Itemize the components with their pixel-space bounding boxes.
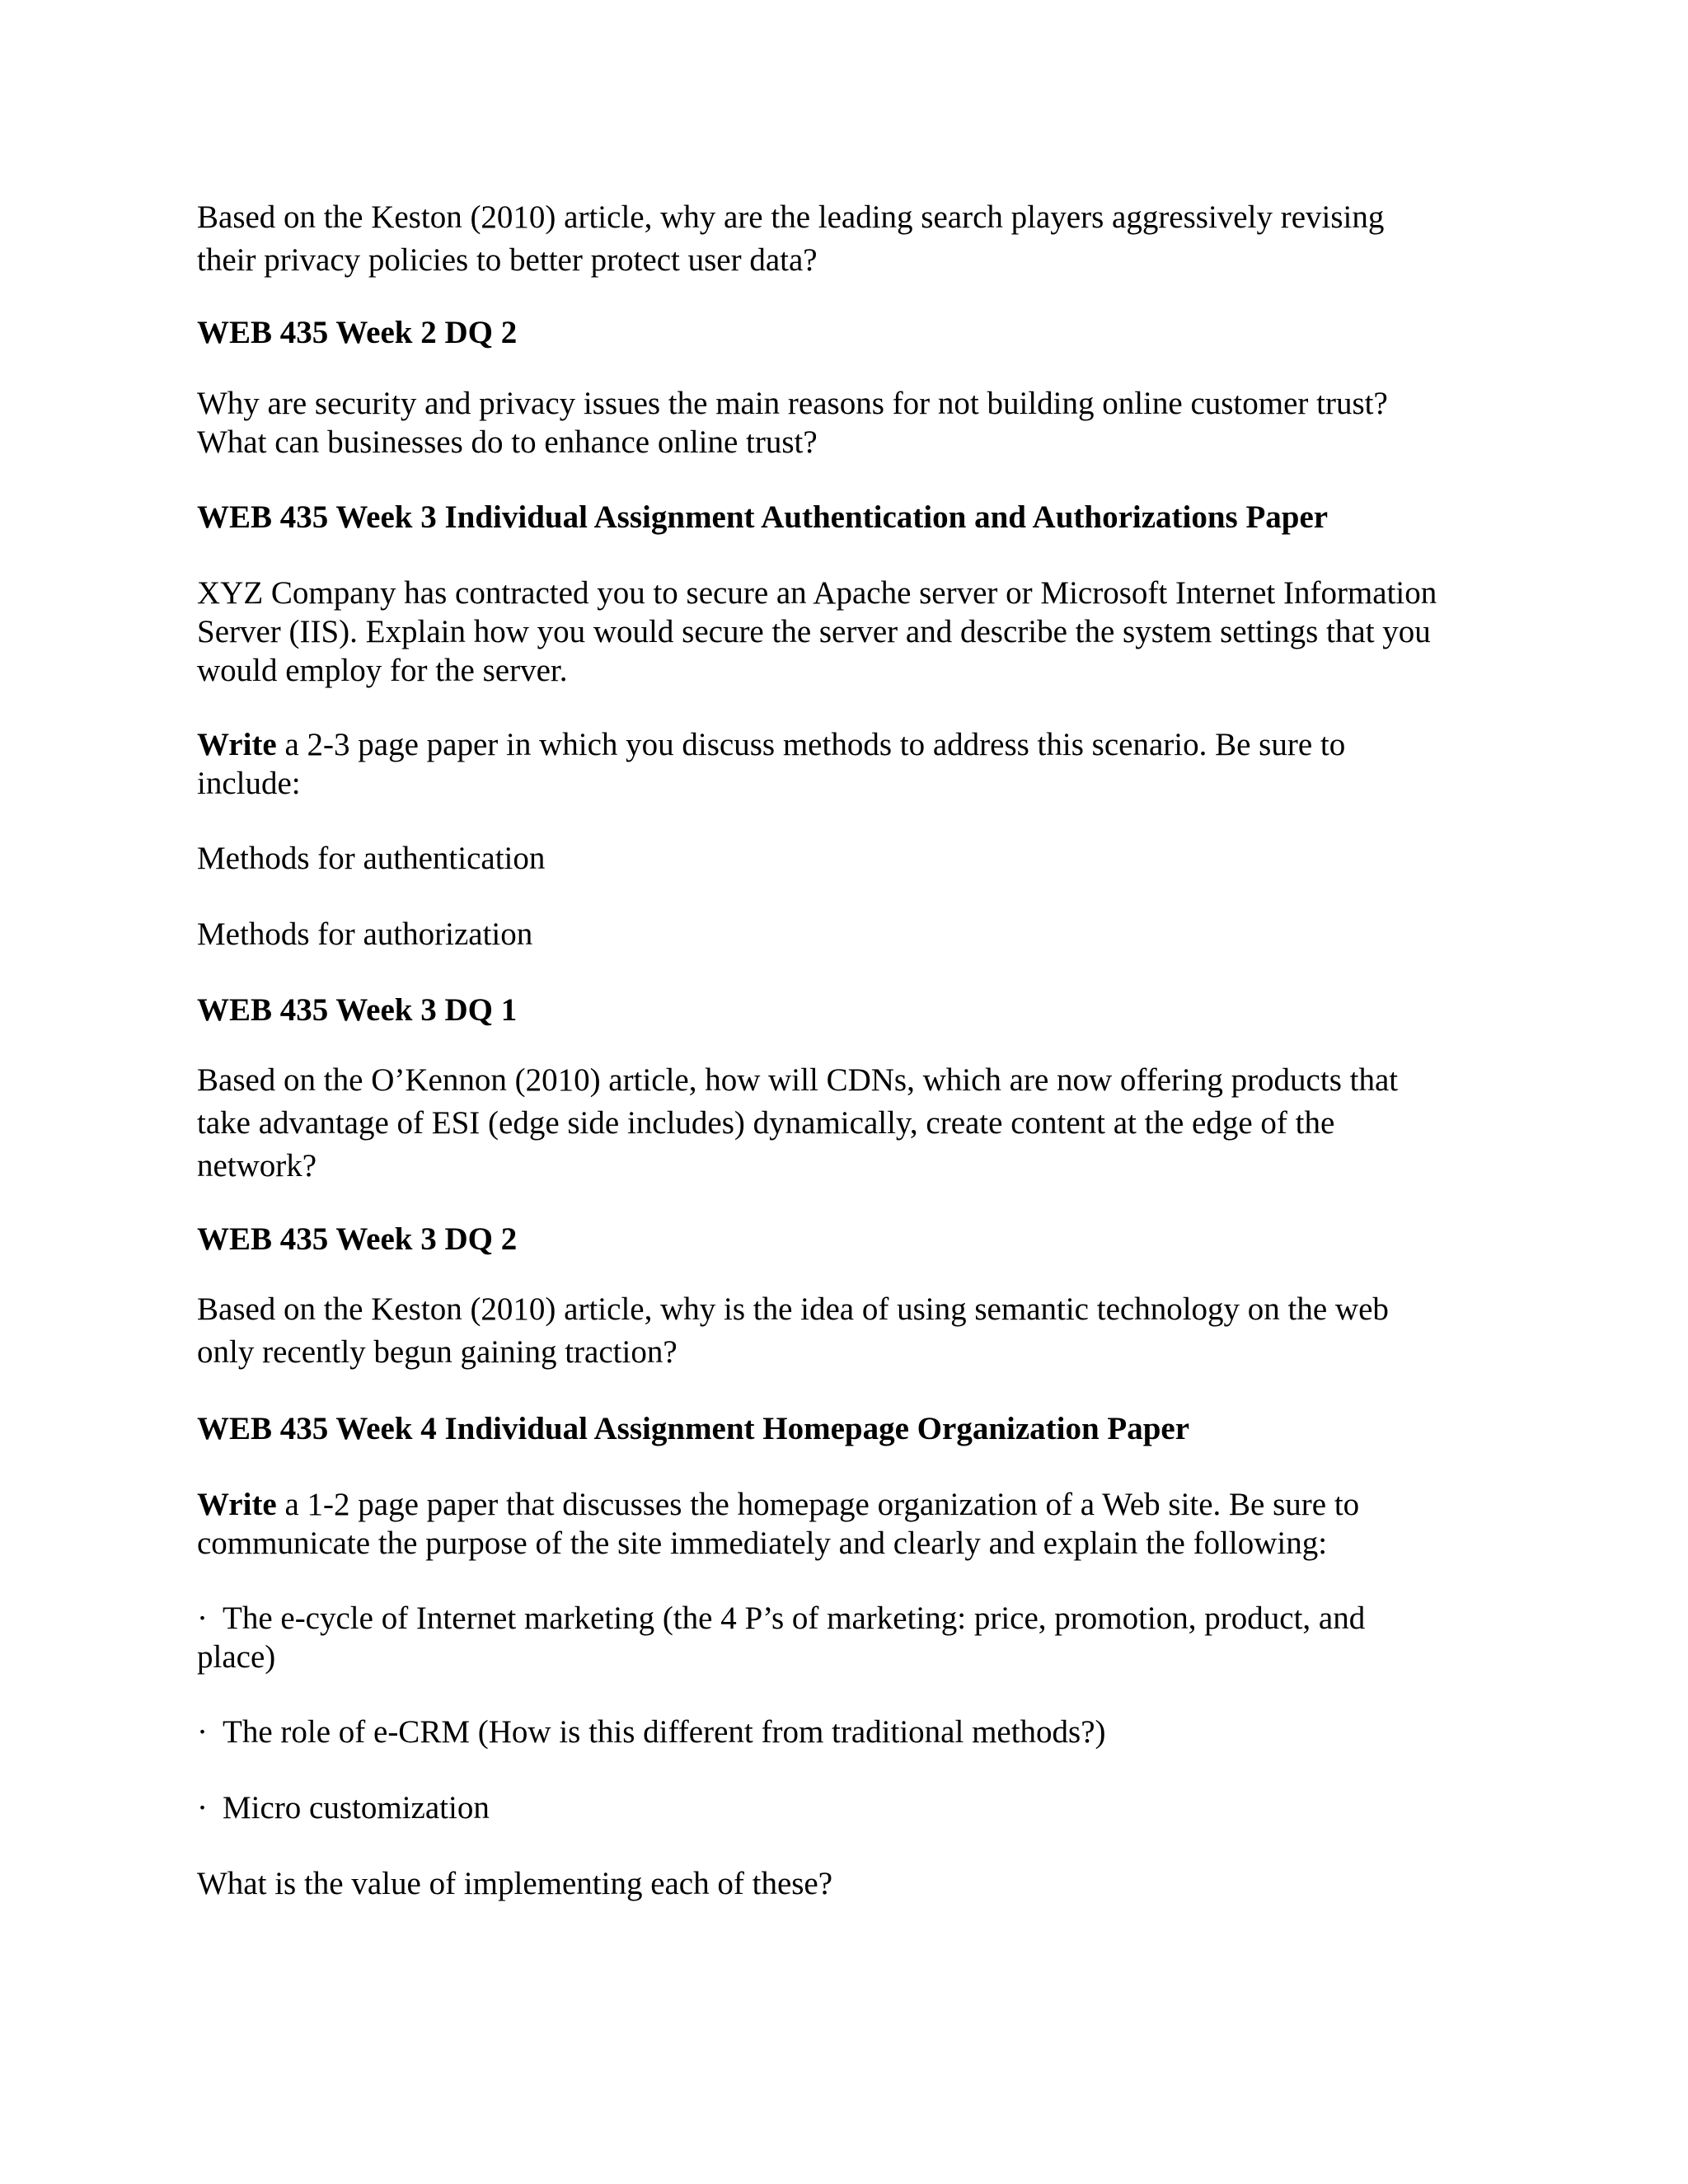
bullet-dot-icon: · [197,1601,208,1636]
list-item-authentication: Methods for authentication [197,841,546,876]
text-line [197,1788,1516,1827]
text-fragment: The role of e-CRM (How is this different from traditional methods?) [223,1714,1106,1750]
bold-write-label: Write [197,1487,277,1522]
text-fragment: a 2-3 page paper in which you discuss methods to address this scenario. Be sure to [276,727,1346,762]
heading-week3-dq2: WEB 435 Week 3 DQ 2 [197,1221,518,1257]
text-line: network? [197,1148,317,1183]
bullet-item-micro-customization [197,1788,1516,1827]
text-line: take advantage of ESI (edge side includes) dynamically, create content at the edge of the [197,1105,1335,1141]
list-item-authorization: Methods for authorization [197,916,533,952]
paragraph-week4-closing-question: What is the value of implementing each of these? [197,1866,833,1901]
paragraph-week3-scenario [197,574,1516,690]
text-line: would employ for the server. [197,653,568,688]
text-fragment: The e-cycle of Internet marketing (the 4 P’s of marketing: price, promotion, product, and [223,1601,1366,1636]
text-line [197,725,1516,764]
text-fragment: Micro customization [223,1790,490,1825]
text-line [197,1599,1516,1638]
paragraph-week3-write-instructions [197,725,1516,803]
text-line [197,1485,1516,1524]
text-line: What can businesses do to enhance online trust? [197,424,818,460]
paragraph-week4-write-instructions [197,1485,1516,1563]
text-line: Based on the Keston (2010) article, why is the idea of using semantic technology on the web [197,1291,1389,1327]
text-line: communicate the purpose of the site immediately and clearly and explain the following: [197,1526,1328,1561]
bold-write-label: Write [197,727,277,762]
text-line: include: [197,766,301,801]
heading-week3-dq1: WEB 435 Week 3 DQ 1 [197,992,518,1028]
text-line: Based on the O’Kennon (2010) article, how will CDNs, which are now offering products that [197,1062,1399,1098]
text-fragment: a 1-2 page paper that discusses the homepage organization of a Web site. Be sure to [276,1487,1360,1522]
bullet-dot-icon: · [197,1714,208,1750]
text-line: only recently begun gaining traction? [197,1334,678,1370]
text-line: Based on the Keston (2010) article, why are the leading search players aggressively revising [197,199,1385,235]
paragraph-week3-dq2-question [197,1288,1516,1374]
heading-week4-individual-assignment: WEB 435 Week 4 Individual Assignment Homepage Organization Paper [197,1411,1190,1446]
bullet-item-ecrm [197,1713,1516,1751]
text-line [197,1713,1516,1751]
text-line: Server (IIS). Explain how you would secure the server and describe the system settings that you [197,614,1431,649]
paragraph-week2-dq1-question [197,196,1516,282]
heading-week2-dq2: WEB 435 Week 2 DQ 2 [197,315,518,350]
bullet-item-ecycle [197,1599,1516,1676]
heading-week3-individual-assignment: WEB 435 Week 3 Individual Assignment Authentication and Authorizations Paper [197,499,1329,535]
bullet-dot-icon: · [197,1790,208,1825]
paragraph-week3-dq1-question [197,1059,1516,1188]
paragraph-week2-dq2-question [197,384,1516,462]
text-line: XYZ Company has contracted you to secure an Apache server or Microsoft Internet Information [197,575,1437,611]
text-line: Why are security and privacy issues the main reasons for not building online customer trust? [197,386,1388,421]
text-line: place) [197,1639,276,1675]
text-line: their privacy policies to better protect user data? [197,242,818,278]
